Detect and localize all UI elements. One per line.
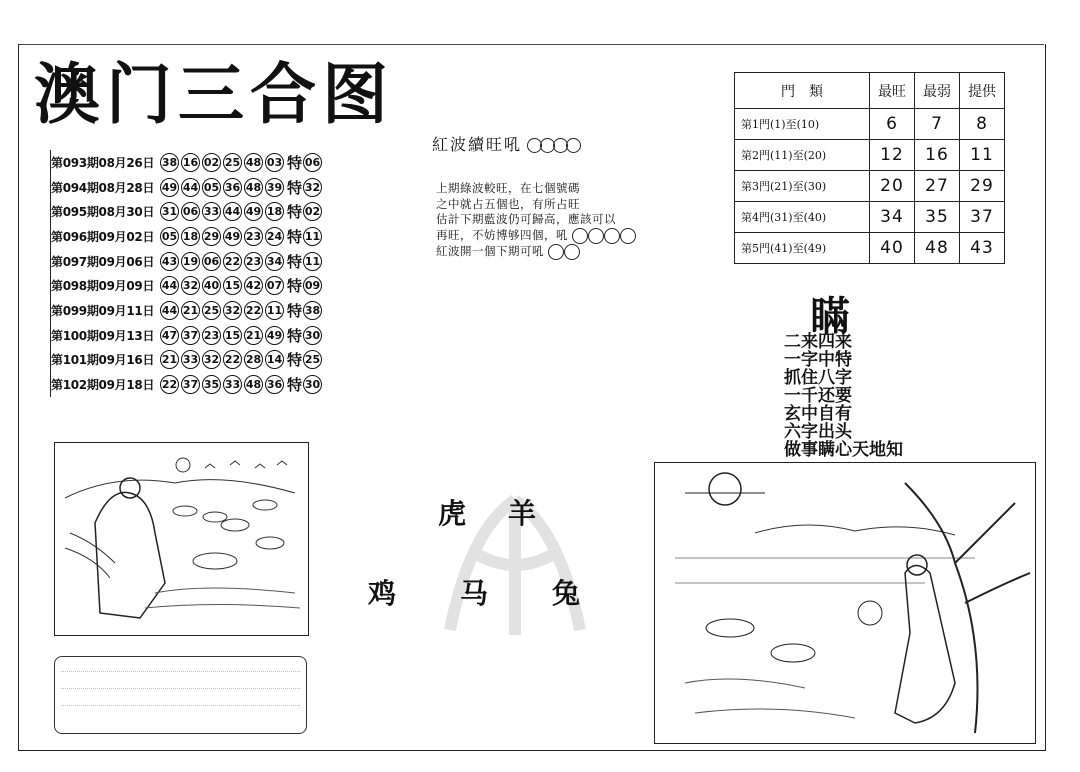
number-ball: 03 bbox=[265, 153, 284, 172]
draw-label: 第098期09月09日 bbox=[51, 279, 155, 294]
gate-value: 8 bbox=[960, 109, 1005, 140]
number-ball: 16 bbox=[181, 153, 200, 172]
gate-header: 最弱 bbox=[915, 73, 960, 109]
draw-label: 第093期08月26日 bbox=[51, 155, 155, 170]
gate-label: 第5門(41)至(49) bbox=[735, 233, 870, 264]
number-ball: 34 bbox=[265, 252, 284, 271]
illustration-man-geese-art bbox=[55, 443, 308, 635]
number-ball: 48 bbox=[244, 178, 263, 197]
number-ball: 37 bbox=[181, 375, 200, 394]
number-ball: 21 bbox=[160, 350, 179, 369]
draw-label: 第102期09月18日 bbox=[51, 378, 155, 393]
number-ball: 11 bbox=[265, 301, 284, 320]
draw-row bbox=[51, 298, 351, 323]
special-ball: 09 bbox=[303, 276, 322, 295]
illustration-man-geese bbox=[54, 442, 309, 636]
gate-value: 40 bbox=[870, 233, 915, 264]
poem-line: 抓住八字 bbox=[784, 368, 852, 388]
para-line: 上期綠波較旺，在七個號碼 bbox=[436, 181, 580, 195]
number-ball: 48 bbox=[244, 153, 263, 172]
gate-label: 第3門(21)至(30) bbox=[735, 171, 870, 202]
number-ball: 40 bbox=[202, 276, 221, 295]
para-line-text: 紅波開一個下期可吼 bbox=[436, 243, 544, 258]
draw-row bbox=[51, 224, 351, 249]
number-ball: 18 bbox=[181, 227, 200, 246]
draw-label: 第101期09月16日 bbox=[51, 353, 155, 368]
number-ball: 47 bbox=[160, 326, 179, 345]
number-ball: 42 bbox=[244, 276, 263, 295]
ball-icon bbox=[588, 228, 604, 244]
gate-row bbox=[735, 233, 1005, 264]
number-ball: 24 bbox=[265, 227, 284, 246]
number-ball: 06 bbox=[202, 252, 221, 271]
zodiac-top-1: 虎 bbox=[438, 497, 467, 530]
number-ball: 32 bbox=[181, 276, 200, 295]
number-ball: 38 bbox=[160, 153, 179, 172]
wave-title bbox=[432, 132, 581, 155]
draw-label: 第099期09月11日 bbox=[51, 303, 155, 318]
number-ball: 06 bbox=[181, 202, 200, 221]
draw-row bbox=[51, 175, 351, 200]
zodiac-bottom-1: 鸡 bbox=[368, 577, 397, 610]
draw-row bbox=[51, 150, 351, 175]
draw-row bbox=[51, 372, 351, 397]
gate-value: 20 bbox=[870, 171, 915, 202]
gate-value: 37 bbox=[960, 202, 1005, 233]
draw-label: 第095期08月30日 bbox=[51, 205, 155, 220]
gate-value: 29 bbox=[960, 171, 1005, 202]
special-ball: 02 bbox=[303, 202, 322, 221]
number-ball: 19 bbox=[181, 252, 200, 271]
poem-line: 六字出头 bbox=[784, 422, 852, 442]
ball-icon bbox=[572, 228, 588, 244]
gate-value: 27 bbox=[915, 171, 960, 202]
gate-row bbox=[735, 140, 1005, 171]
number-ball: 49 bbox=[223, 227, 242, 246]
ball-icon bbox=[564, 244, 580, 260]
illustration-lady-tree bbox=[654, 462, 1036, 744]
special-ball: 38 bbox=[303, 301, 322, 320]
number-ball: 39 bbox=[265, 178, 284, 197]
number-ball: 37 bbox=[181, 326, 200, 345]
number-ball: 33 bbox=[202, 202, 221, 221]
gate-label: 第1門(1)至(10) bbox=[735, 109, 870, 140]
number-ball: 36 bbox=[265, 375, 284, 394]
wave-paragraph bbox=[436, 181, 676, 260]
number-ball: 32 bbox=[202, 350, 221, 369]
number-ball: 44 bbox=[223, 202, 242, 221]
draw-row bbox=[51, 273, 351, 298]
special-ball: 30 bbox=[303, 326, 322, 345]
number-ball: 05 bbox=[202, 178, 221, 197]
draw-label: 第096期09月02日 bbox=[51, 229, 155, 244]
gate-value: 6 bbox=[870, 109, 915, 140]
poem-title-char: 瞞 bbox=[810, 293, 850, 340]
note-lines bbox=[61, 661, 300, 706]
special-label: 特 bbox=[287, 178, 303, 197]
poem-line: 一千还要 bbox=[784, 386, 852, 406]
para-line bbox=[436, 228, 676, 244]
number-ball: 49 bbox=[244, 202, 263, 221]
special-ball: 06 bbox=[303, 153, 322, 172]
gate-row bbox=[735, 109, 1005, 140]
gate-row bbox=[735, 171, 1005, 202]
number-ball: 21 bbox=[244, 326, 263, 345]
wave-title-text: 紅波續旺吼 bbox=[432, 135, 523, 154]
ball-icon bbox=[548, 244, 564, 260]
number-ball: 15 bbox=[223, 326, 242, 345]
number-ball: 22 bbox=[223, 350, 242, 369]
number-ball: 22 bbox=[244, 301, 263, 320]
zodiac-bottom-2: 马 bbox=[460, 577, 489, 610]
number-ball: 48 bbox=[244, 375, 263, 394]
poem-line: 一字中特 bbox=[784, 350, 852, 370]
page-title: 澳门三合图 bbox=[34, 56, 394, 133]
gate-value: 48 bbox=[915, 233, 960, 264]
draw-row bbox=[51, 249, 351, 274]
gate-value: 7 bbox=[915, 109, 960, 140]
special-label: 特 bbox=[287, 351, 303, 370]
illustration-lady-tree-art bbox=[655, 463, 1035, 743]
ball-icon bbox=[604, 228, 620, 244]
gate-row bbox=[735, 202, 1005, 233]
draw-row bbox=[51, 348, 351, 373]
number-ball: 02 bbox=[202, 153, 221, 172]
gate-value: 34 bbox=[870, 202, 915, 233]
number-ball: 36 bbox=[223, 178, 242, 197]
number-ball: 23 bbox=[244, 252, 263, 271]
special-label: 特 bbox=[287, 301, 303, 320]
gate-value: 11 bbox=[960, 140, 1005, 171]
gate-header: 最旺 bbox=[870, 73, 915, 109]
number-ball: 23 bbox=[202, 326, 221, 345]
number-ball: 49 bbox=[265, 326, 284, 345]
special-ball: 11 bbox=[303, 227, 322, 246]
gate-value: 43 bbox=[960, 233, 1005, 264]
special-ball: 11 bbox=[303, 252, 322, 271]
number-ball: 14 bbox=[265, 350, 284, 369]
zodiac-top-2: 羊 bbox=[508, 497, 537, 530]
poem-line: 做事瞒心天地知 bbox=[784, 440, 903, 460]
number-ball: 23 bbox=[244, 227, 263, 246]
special-label: 特 bbox=[287, 252, 303, 271]
draw-label: 第094期08月28日 bbox=[51, 180, 155, 195]
poem-line: 玄中自有 bbox=[784, 404, 852, 424]
draw-label: 第100期09月13日 bbox=[51, 328, 155, 343]
para-line-text: 再旺，不妨博够四個，吼 bbox=[436, 227, 568, 242]
special-label: 特 bbox=[287, 376, 303, 395]
number-ball: 25 bbox=[223, 153, 242, 172]
ball-icon bbox=[620, 228, 636, 244]
number-ball: 49 bbox=[160, 178, 179, 197]
poem-line: 二来四来 bbox=[784, 332, 852, 352]
special-ball: 32 bbox=[303, 178, 322, 197]
number-ball: 32 bbox=[223, 301, 242, 320]
number-ball: 44 bbox=[160, 301, 179, 320]
draw-row bbox=[51, 199, 351, 224]
gate-value: 12 bbox=[870, 140, 915, 171]
number-ball: 44 bbox=[160, 276, 179, 295]
number-ball: 33 bbox=[223, 375, 242, 394]
number-ball: 28 bbox=[244, 350, 263, 369]
draw-history-table bbox=[50, 150, 351, 397]
special-label: 特 bbox=[287, 153, 303, 172]
special-label: 特 bbox=[287, 326, 303, 345]
number-ball: 35 bbox=[202, 375, 221, 394]
number-ball: 29 bbox=[202, 227, 221, 246]
gate-table bbox=[734, 72, 1005, 264]
gate-header: 門 類 bbox=[735, 73, 870, 109]
number-ball: 22 bbox=[223, 252, 242, 271]
number-ball: 44 bbox=[181, 178, 200, 197]
draw-label: 第097期09月06日 bbox=[51, 254, 155, 269]
small-ball-icon bbox=[566, 138, 581, 153]
number-ball: 31 bbox=[160, 202, 179, 221]
special-ball: 25 bbox=[303, 350, 322, 369]
gate-value: 16 bbox=[915, 140, 960, 171]
gate-value: 35 bbox=[915, 202, 960, 233]
special-label: 特 bbox=[287, 203, 303, 222]
special-label: 特 bbox=[287, 227, 303, 246]
special-label: 特 bbox=[287, 277, 303, 296]
number-ball: 25 bbox=[202, 301, 221, 320]
number-ball: 21 bbox=[181, 301, 200, 320]
number-ball: 33 bbox=[181, 350, 200, 369]
number-ball: 05 bbox=[160, 227, 179, 246]
gate-header-row bbox=[735, 73, 1005, 109]
para-line: 估計下期藍波仍可歸高，應該可以 bbox=[436, 212, 616, 226]
poem bbox=[784, 333, 903, 459]
para-line: 之中就占五個也，有所占旺 bbox=[436, 196, 580, 211]
note-box bbox=[54, 656, 307, 734]
special-ball: 30 bbox=[303, 375, 322, 394]
para-line bbox=[436, 244, 676, 260]
gate-header: 提供 bbox=[960, 73, 1005, 109]
number-ball: 18 bbox=[265, 202, 284, 221]
zodiac-bottom-3: 兔 bbox=[552, 577, 581, 610]
number-ball: 15 bbox=[223, 276, 242, 295]
number-ball: 43 bbox=[160, 252, 179, 271]
number-ball: 22 bbox=[160, 375, 179, 394]
draw-row bbox=[51, 323, 351, 348]
gate-label: 第4門(31)至(40) bbox=[735, 202, 870, 233]
number-ball: 07 bbox=[265, 276, 284, 295]
gate-label: 第2門(11)至(20) bbox=[735, 140, 870, 171]
